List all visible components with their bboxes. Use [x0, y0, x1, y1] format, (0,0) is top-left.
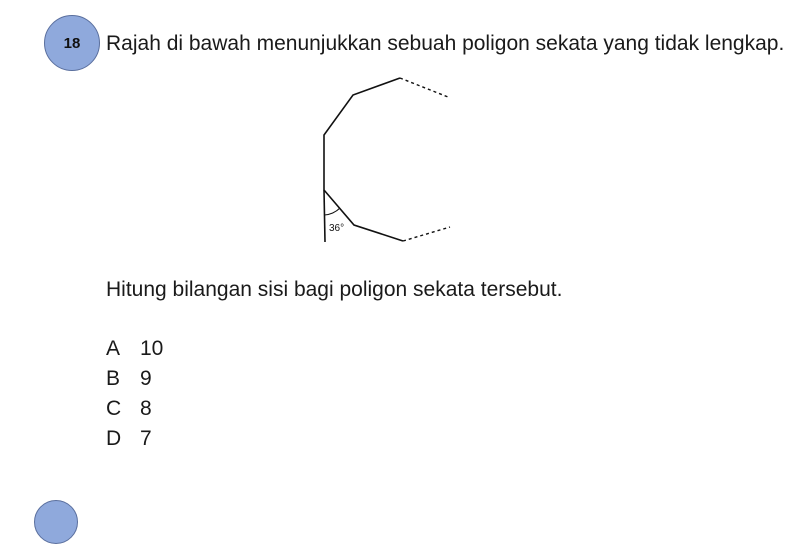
option-letter: D — [106, 427, 122, 450]
option-c[interactable] — [106, 394, 163, 424]
dashed-edge-bottom — [403, 227, 450, 241]
question-number-badge — [44, 15, 100, 71]
polygon-diagram — [300, 70, 480, 260]
option-text: 7 — [140, 427, 152, 450]
answer-options — [106, 334, 163, 454]
angle-label: 36° — [329, 223, 345, 234]
extended-side — [324, 190, 325, 242]
option-d[interactable] — [106, 424, 163, 454]
option-letter: A — [106, 337, 121, 360]
option-b[interactable] — [106, 364, 163, 394]
option-text: 10 — [140, 337, 164, 360]
option-text: 9 — [140, 367, 152, 390]
polygon-edges — [324, 78, 403, 241]
question-ask: Hitung bilangan sisi bagi poligon sekata tersebut. — [106, 278, 563, 301]
polygon-figure — [300, 70, 480, 260]
option-text: 8 — [140, 397, 152, 420]
option-letter: B — [106, 367, 121, 390]
angle-arc — [325, 208, 341, 215]
dashed-edge-top — [400, 78, 448, 97]
question-stem: Rajah di bawah menunjukkan sebuah poligon sekata yang tidak lengkap. — [106, 32, 785, 55]
question-number: 18 — [63, 34, 81, 52]
option-a[interactable] — [106, 334, 163, 364]
option-letter: C — [106, 397, 122, 420]
